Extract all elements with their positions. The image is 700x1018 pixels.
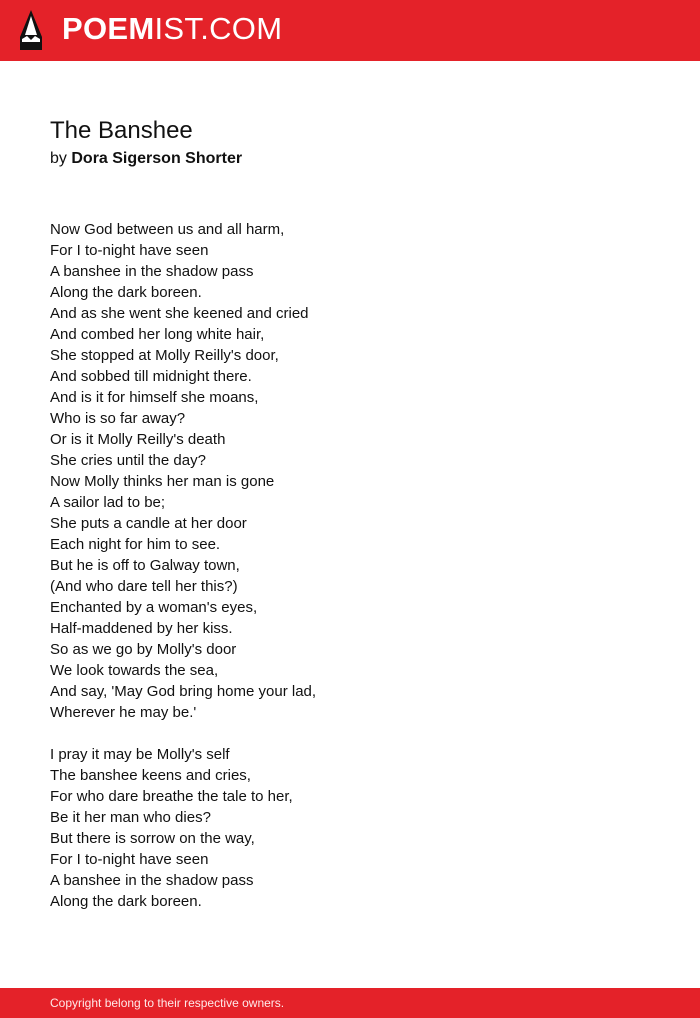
site-logo[interactable] <box>62 11 282 47</box>
poem-line: And as she went she keened and cried <box>50 305 309 322</box>
poem-body <box>50 219 650 933</box>
poem-line: We look towards the sea, <box>50 662 219 679</box>
poem-line: For I to-night have seen <box>50 242 209 259</box>
poem-line: A sailor lad to be; <box>50 494 166 511</box>
poem-byline <box>50 149 242 169</box>
pencil-tip-icon[interactable] <box>18 9 44 51</box>
poem-line: Wherever he may be.' <box>50 704 197 721</box>
logo-text-bold: POEM <box>62 11 155 46</box>
poem-line: So as we go by Molly's door <box>50 641 237 658</box>
logo-text-thin: IST.COM <box>154 11 283 46</box>
site-footer <box>0 988 700 1018</box>
poem-line: Who is so far away? <box>50 410 186 427</box>
site-header <box>0 0 700 61</box>
poem-line: Now Molly thinks her man is gone <box>50 473 275 490</box>
poem-line: Or is it Molly Reilly's death <box>50 431 226 448</box>
poem-line: She cries until the day? <box>50 452 206 469</box>
poem-stanza <box>50 744 650 912</box>
poem-line: Half-maddened by her kiss. <box>50 620 233 637</box>
poem-line: And say, 'May God bring home your lad, <box>50 683 317 700</box>
poem-line: But there is sorrow on the way, <box>50 830 255 847</box>
poem-stanza <box>50 219 650 723</box>
poem-line: But he is off to Galway town, <box>50 557 240 574</box>
by-label: by <box>50 150 67 167</box>
poem-line: For I to-night have seen <box>50 851 209 868</box>
poem-line: Be it her man who dies? <box>50 809 211 826</box>
poem-line: Along the dark boreen. <box>50 893 202 910</box>
poem-line: And is it for himself she moans, <box>50 389 259 406</box>
poem-author: Dora Sigerson Shorter <box>71 150 243 167</box>
poem-line: A banshee in the shadow pass <box>50 263 254 280</box>
poem-line: Now God between us and all harm, <box>50 221 285 238</box>
poem-line: She stopped at Molly Reilly's door, <box>50 347 279 364</box>
poem-line: And sobbed till midnight there. <box>50 368 252 385</box>
poem-line: (And who dare tell her this?) <box>50 578 238 595</box>
poem-line: For who dare breathe the tale to her, <box>50 788 293 805</box>
poem-line: Each night for him to see. <box>50 536 221 553</box>
poem-line: The banshee keens and cries, <box>50 767 251 784</box>
copyright-text: Copyright belong to their respective owners. <box>50 996 285 1010</box>
poem-title: The Banshee <box>50 117 193 144</box>
poem-line: Enchanted by a woman's eyes, <box>50 599 258 616</box>
poem-line: Along the dark boreen. <box>50 284 202 301</box>
poem-line: And combed her long white hair, <box>50 326 265 343</box>
poem-line: She puts a candle at her door <box>50 515 247 532</box>
poem-line: A banshee in the shadow pass <box>50 872 254 889</box>
poem-line: I pray it may be Molly's self <box>50 746 230 763</box>
